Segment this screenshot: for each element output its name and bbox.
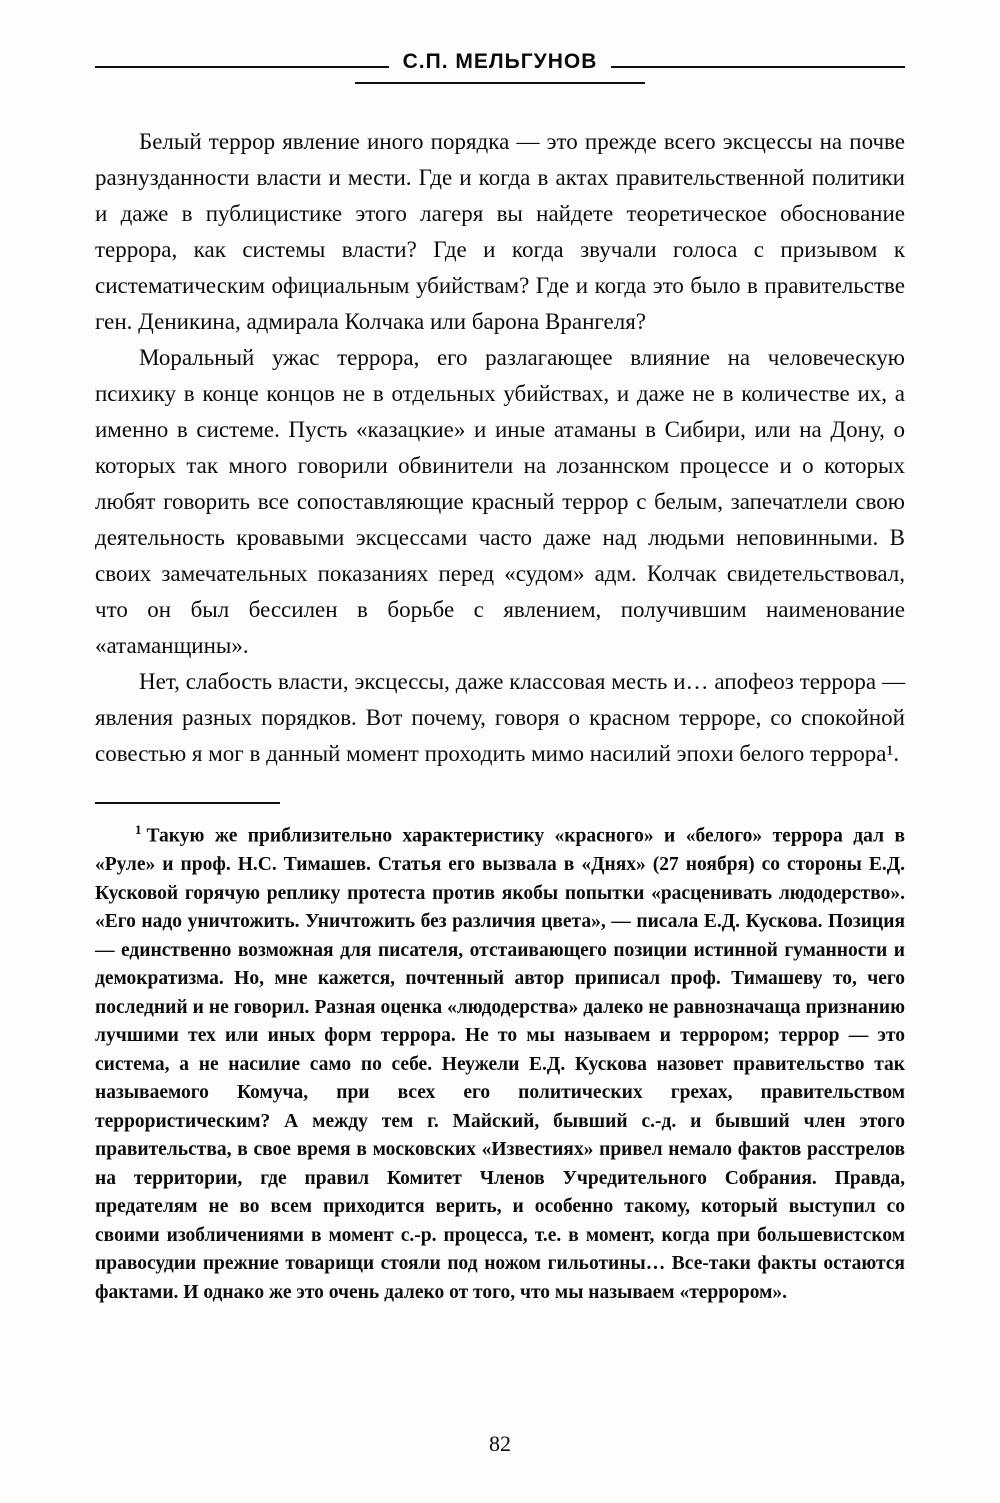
header-rule-left bbox=[95, 66, 389, 68]
header-rule-center-short bbox=[355, 82, 645, 84]
footnote bbox=[95, 816, 905, 1307]
main-text-block bbox=[95, 124, 905, 772]
footnote-separator-rule bbox=[95, 802, 280, 804]
author-running-title: С.П. МЕЛЬГУНОВ bbox=[402, 50, 598, 73]
footnote-body-text: Такую же приблизительно характеристику «красного» и «белого» террора дал в «Руле» и проф. Н.С. Тимашев. Статья его вызвала в «Днях» (27 ноября) со стороны Е.Д. Кусковой горячую реплику протеста против якобы попытки «расценивать людодерство». «Его надо уничтожить. Уничтожить без различия цвета», — писала Е.Д. Кускова. Позиция — единственно возможная для писателя, отстаивающего позиции истинной гуманности и демократизма. Но, мне кажется, почтенный автор приписал проф. Тимашеву то, чего последний и не говорил. Разная оценка «людодерства» далеко не равнозначаща признанию лучшими тех или иных форм террора. Не то мы называем и террором; террор — это система, а не насилие само по себе. Неужели Е.Д. Кускова назовет правительство так называемого Комуча, при всех его политических грехах, правительством террористическим? А между тем г. Майский, бывший с.-д. и бывший член этого правительства, в свое время в московских «Известиях» привел немало фактов расстрелов на территории, где правил Комитет Членов Учредительного Собрания. Правда, предателям не во всем приходится верить, и особенно такому, который выступил со своими изобличениями в момент с.-р. процесса, т.е. в момент, когда при большевистском правосудии прежние товарищи стояли под ножом гильотины… Все-таки факты остаются фактами. И однако же это очень далеко от того, что мы называем «террором». bbox=[95, 825, 905, 1303]
paragraph-3: Нет, слабость власти, эксцессы, даже классовая месть и… апофеоз террора — явления разных порядков. Вот почему, говоря о красном терроре, со спокойной совестью я мог в данный момент проходить мимо насилий эпохи белого террора¹. bbox=[95, 669, 905, 767]
paragraph-1: Белый террор явление иного порядка — это прежде всего эксцессы на почве разнузданности власти и мести. Где и когда в актах правительственной политики и даже в публицистике этого лагеря вы найдете теоретическое обоснование террора, как системы власти? Где и когда звучали голоса с призывом к систематическим официальным убийствам? Где и когда это было в правительстве ген. Деникина, адмирала Колчака или барона Врангеля? bbox=[95, 129, 905, 335]
running-head-row bbox=[95, 50, 905, 73]
header-rule-right bbox=[611, 66, 905, 68]
paragraph-2: Моральный ужас террора, его разлагающее влияние на человеческую психику в конце концов не в отдельных убийствах, и даже не в количестве их, а именно в системе. Пусть «казацкие» и иные атаманы в Сибири, или на Дону, о которых так много говорили обвинители на лозаннском процессе и о которых любят говорить все сопоставляющие красный террор с белым, запечатлели свою деятельность кровавыми эксцессами часто даже над людьми неповинными. В своих замечательных показаниях перед «судом» адм. Колчак свидетельствовал, что он был бессилен в борьбе с явлением, получившим наименование «атаманщины». bbox=[95, 345, 905, 659]
footnote-marker: 1 bbox=[135, 822, 142, 838]
page-number: 82 bbox=[489, 1431, 511, 1456]
running-head bbox=[95, 50, 905, 84]
footnote-block bbox=[95, 802, 905, 1307]
